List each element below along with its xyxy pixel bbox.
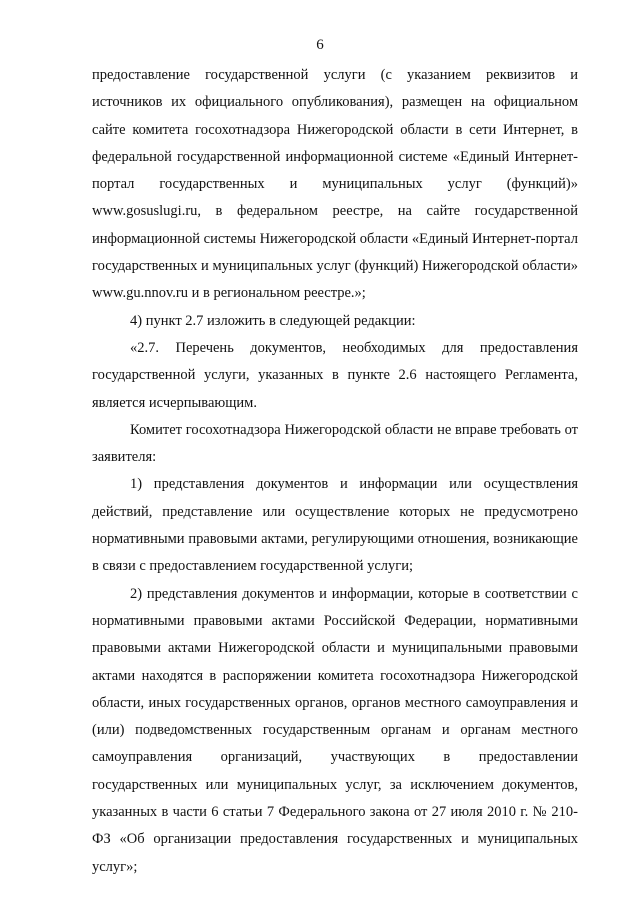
paragraph-continuation: предоставление государственной услуги (с указанием реквизитов и источников их официального опубликования), размещен на официальном сайте комитета госохотнадзора Нижегородской области в сети Интернет, в федеральной государственной информационной системе «Единый Интернет-портал государственных и муниципальных услуг (функций)» www.gosuslugi.ru, в федеральном реестре, на сайте государственной информационной системы Нижегородской области «Единый Интернет-портал государственных и муниципальных услуг (функций) Нижегородской области» www.gu.nnov.ru и в региональном реестре.»; (92, 67, 578, 302)
page-number: 6 (316, 37, 324, 53)
paragraph-subitem-1: 1) представления документов и информации или осуществления действий, представление или осуществление которых не предусмотрено нормативными правовыми актами, регулирующими отношения, возникающие в связи с предоставлением государственной услуги; (92, 476, 578, 575)
paragraph-item-4: 4) пункт 2.7 изложить в следующей редакции: (130, 312, 416, 329)
paragraph-clause-2-7: «2.7. Перечень документов, необходимых для предоставления государственной услуги, указанных в пункте 2.6 настоящего Регламента, является исчерпывающим. (92, 339, 578, 411)
document-body (92, 62, 578, 881)
paragraph-committee: Комитет госохотнадзора Нижегородской области не вправе требовать от заявителя: (92, 421, 578, 466)
paragraph-subitem-2: 2) представления документов и информации, которые в соответствии с нормативными правовыми актами Российской Федерации, нормативными правовыми актами Нижегородской области и муниципальными правовыми актами находятся в распоряжении комитета госохотнадзора Нижегородской области, иных государственных органов, органов местного самоуправления и (или) подведомственных государственным органам и органам местного самоуправления организаций, участвующих в предоставлении государственных или муниципальных услуг, за исключением документов, указанных в части 6 статьи 7 Федерального закона от 27 июля 2010 г. № 210-ФЗ «Об организации предоставления государственных и муниципальных услуг»; (92, 585, 578, 875)
